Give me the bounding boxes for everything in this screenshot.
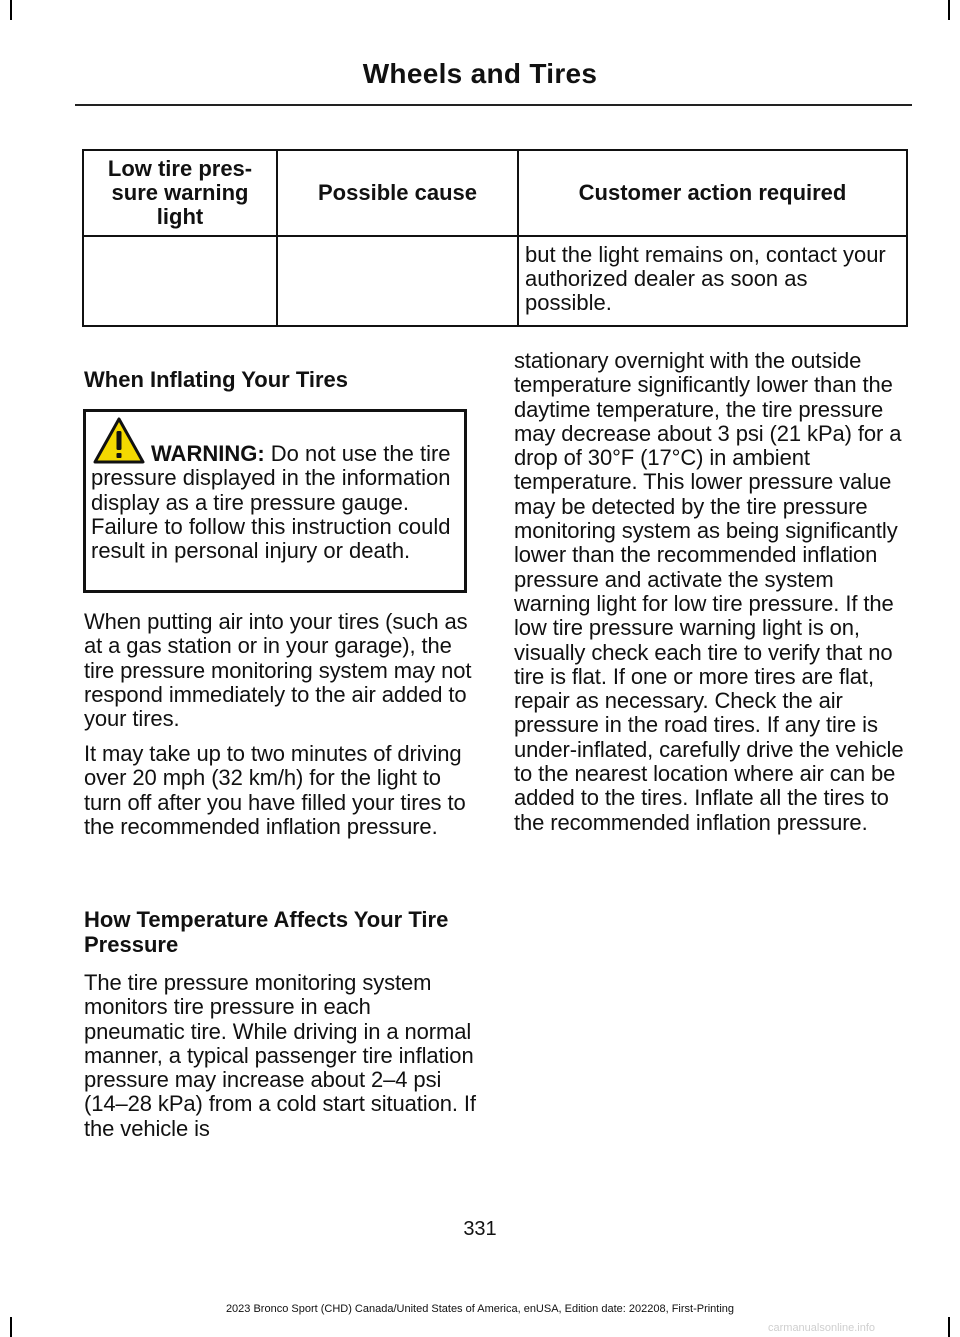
- table-cell: but the light remains on, contact your authorized dealer as soon as possible.: [518, 236, 907, 326]
- section-heading: How Temperature Affects Your Tire Pressure: [84, 907, 449, 957]
- crop-mark: [10, 1317, 12, 1337]
- page-title: Wheels and Tires: [362, 58, 598, 89]
- header-divider: [75, 104, 912, 106]
- warning-box: [83, 409, 467, 593]
- footer-text: 2023 Bronco Sport (CHD) Canada/United States of America, enUSA, Edition date: 202208, First-Printing: [225, 1303, 735, 1315]
- table-cell: [83, 236, 277, 326]
- table-header-row: [83, 150, 907, 236]
- paragraph: The tire pressure monitoring system monitors tire pressure in each pneumatic tire. While driving in a normal manner, a typical passenger tire inflation pressure may increase about 2–4 psi (14–28 kPa) from a cold start situation. If the vehicle is: [84, 970, 476, 1141]
- page-number: 331: [463, 1218, 497, 1240]
- warning-body: Do not use the tire pressure displayed in the information display as a tire pressure gauge. Failure to follow this instruction could result in personal injury or death.: [91, 441, 451, 564]
- column-header: Customer action required: [518, 150, 907, 236]
- section-heading: When Inflating Your Tires: [84, 367, 349, 392]
- crop-mark: [948, 0, 950, 20]
- paragraph: stationary overnight with the outside temperature significantly lower than the daytime temperature, the tire pressure may decrease about 3 psi (21 kPa) for a drop of 30°F (17°C) in ambient temperature. This lower pressure value may be detected by the tire pressure monitoring system as being significantly lower than the recommended inflation pressure and activate the system warning light for low tire pressure. If the low tire pressure warning light is on, visually check each tire to verify that no tire is flat. If one or more tires are flat, repair as necessary. Check the air pressure in the road tires. If any tire is under-inflated, carefully drive the vehicle to the nearest location where air can be added to the tires. Inflate all the tires to the recommended inflation pressure.: [514, 348, 904, 835]
- warning-label: WARNING:: [151, 441, 265, 466]
- table-row: [83, 236, 907, 326]
- warning-text: [91, 442, 460, 563]
- column-header: Low tire pres-sure warning light: [83, 150, 277, 236]
- paragraph: When putting air into your tires (such as at a gas station or in your garage), the tire pressure monitoring system may not respond immediately to the air added to your tires.: [84, 609, 472, 732]
- tpms-table: [82, 149, 908, 327]
- crop-mark: [10, 0, 12, 20]
- crop-mark: [948, 1317, 950, 1337]
- table-cell: [277, 236, 518, 326]
- column-header: Possible cause: [277, 150, 518, 236]
- watermark: carmanualsonline.info: [768, 1322, 876, 1334]
- paragraph: It may take up to two minutes of driving over 20 mph (32 km/h) for the light to turn off after you have filled your tires to the recommended inflation pressure.: [84, 741, 466, 839]
